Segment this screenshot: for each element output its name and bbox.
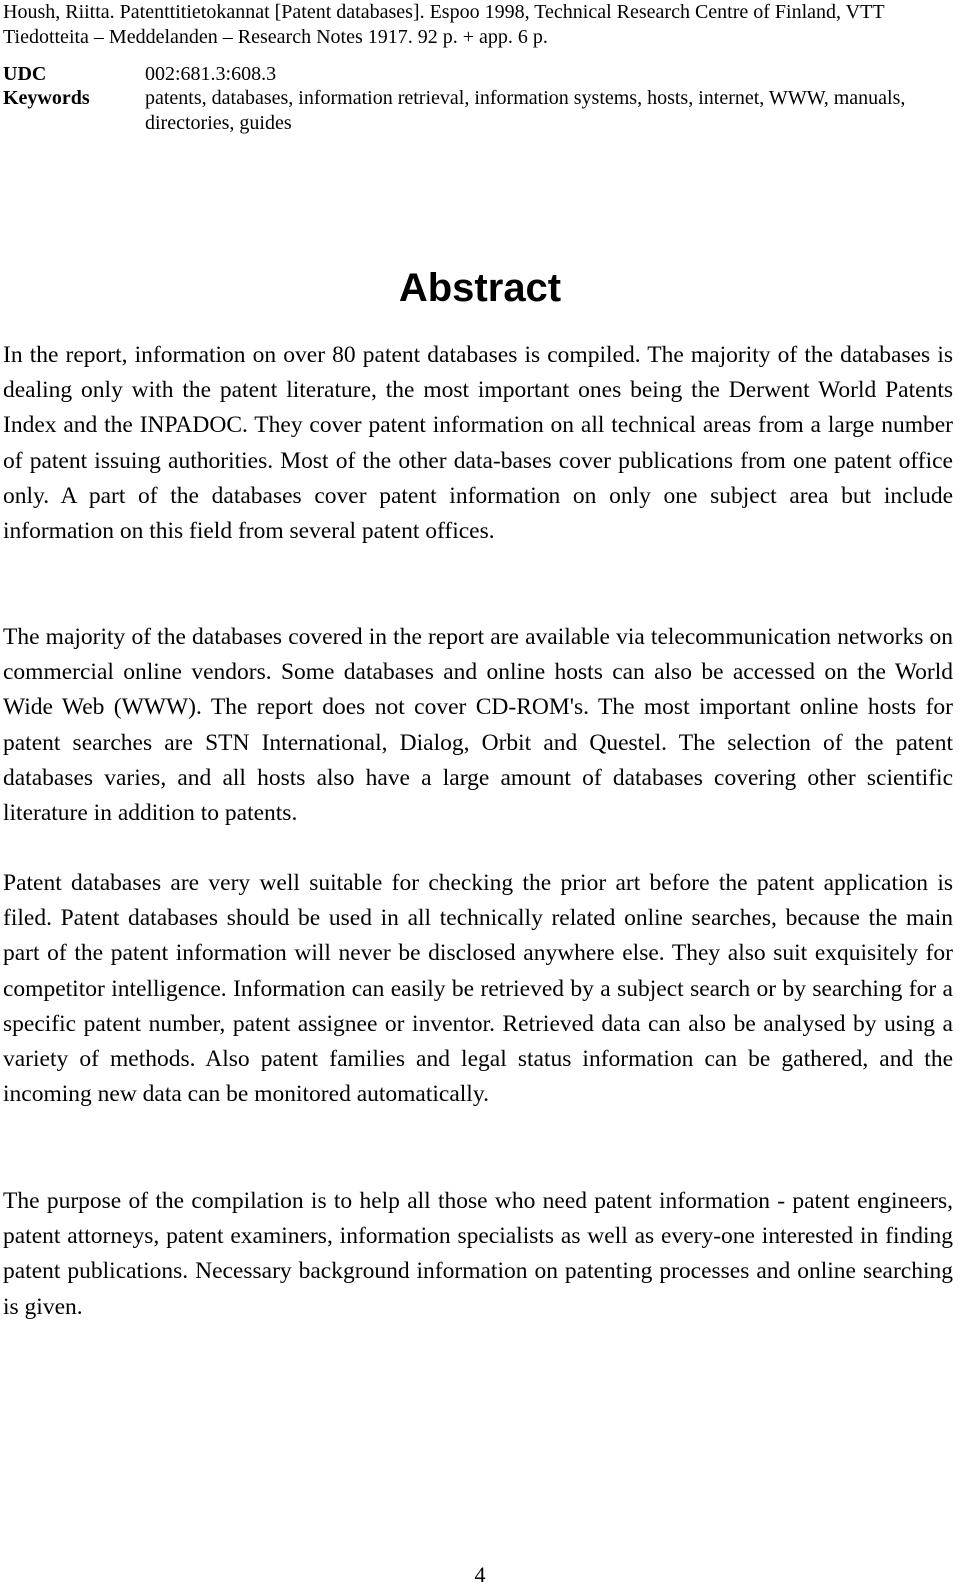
abstract-paragraph-4: The purpose of the compilation is to help all those who need patent information - patent engineers, patent attorneys, patent examiners, information specialists as well as every-one interested in finding patent publications. Necessary background information on patenting processes and online searching is given. [3, 1188, 953, 1320]
keywords-label: Keywords [3, 87, 90, 109]
abstract-paragraph-1: In the report, information on over 80 patent databases is compiled. The majority of the databases is dealing only with the patent literature, the most important ones being the Derwent World Patents Index and the INPADOC. They cover patent information on all technical areas from a large number of patent issuing authorities. Most of the other data-bases cover publications from one patent office only. A part of the databases cover patent information on only one subject area but include information on this field from several patent offices. [3, 342, 953, 545]
abstract-paragraph-3: Patent databases are very well suitable for checking the prior art before the patent application is filed. Patent databases should be used in all technically related online searches, because the main part of the patent information will never be disclosed anywhere else. They also suit exquisitely for competitor intelligence. Information can easily be retrieved by a subject search or by searching for a specific patent number, patent assignee or inventor. Retrieved data can also be analysed by using a variety of methods. Also patent families and legal status information can be gathered, and the incoming new data can be monitored automatically. [3, 870, 953, 1108]
page-number: 4 [474, 1562, 486, 1587]
udc-label: UDC [3, 63, 47, 85]
bibliographic-citation: Housh, Riitta. Patenttitietokannat [Patent databases]. Espoo 1998, Technical Research Centre of Finland, VTT Tiedotteita – Meddelanden – Research Notes 1917. 92 p. + app. 6 p. [3, 1, 885, 48]
abstract-paragraph-2: The majority of the databases covered in the report are available via telecommunication networks on commercial online vendors. Some databases and online hosts can also be accessed on the World Wide Web (WWW). The report does not cover CD-ROM's. The most important online hosts for patent searches are STN International, Dialog, Orbit and Questel. The selection of the patent databases varies, and all hosts also have a large amount of databases covering other scientific literature in addition to patents. [3, 624, 953, 827]
abstract-heading: Abstract [398, 266, 562, 310]
keywords-row [3, 86, 955, 136]
keywords-value: patents, databases, information retrieval, information systems, hosts, internet, WWW, manuals, directories, guides [145, 87, 906, 134]
udc-value: 002:681.3:608.3 [145, 63, 277, 85]
udc-row [3, 62, 955, 87]
